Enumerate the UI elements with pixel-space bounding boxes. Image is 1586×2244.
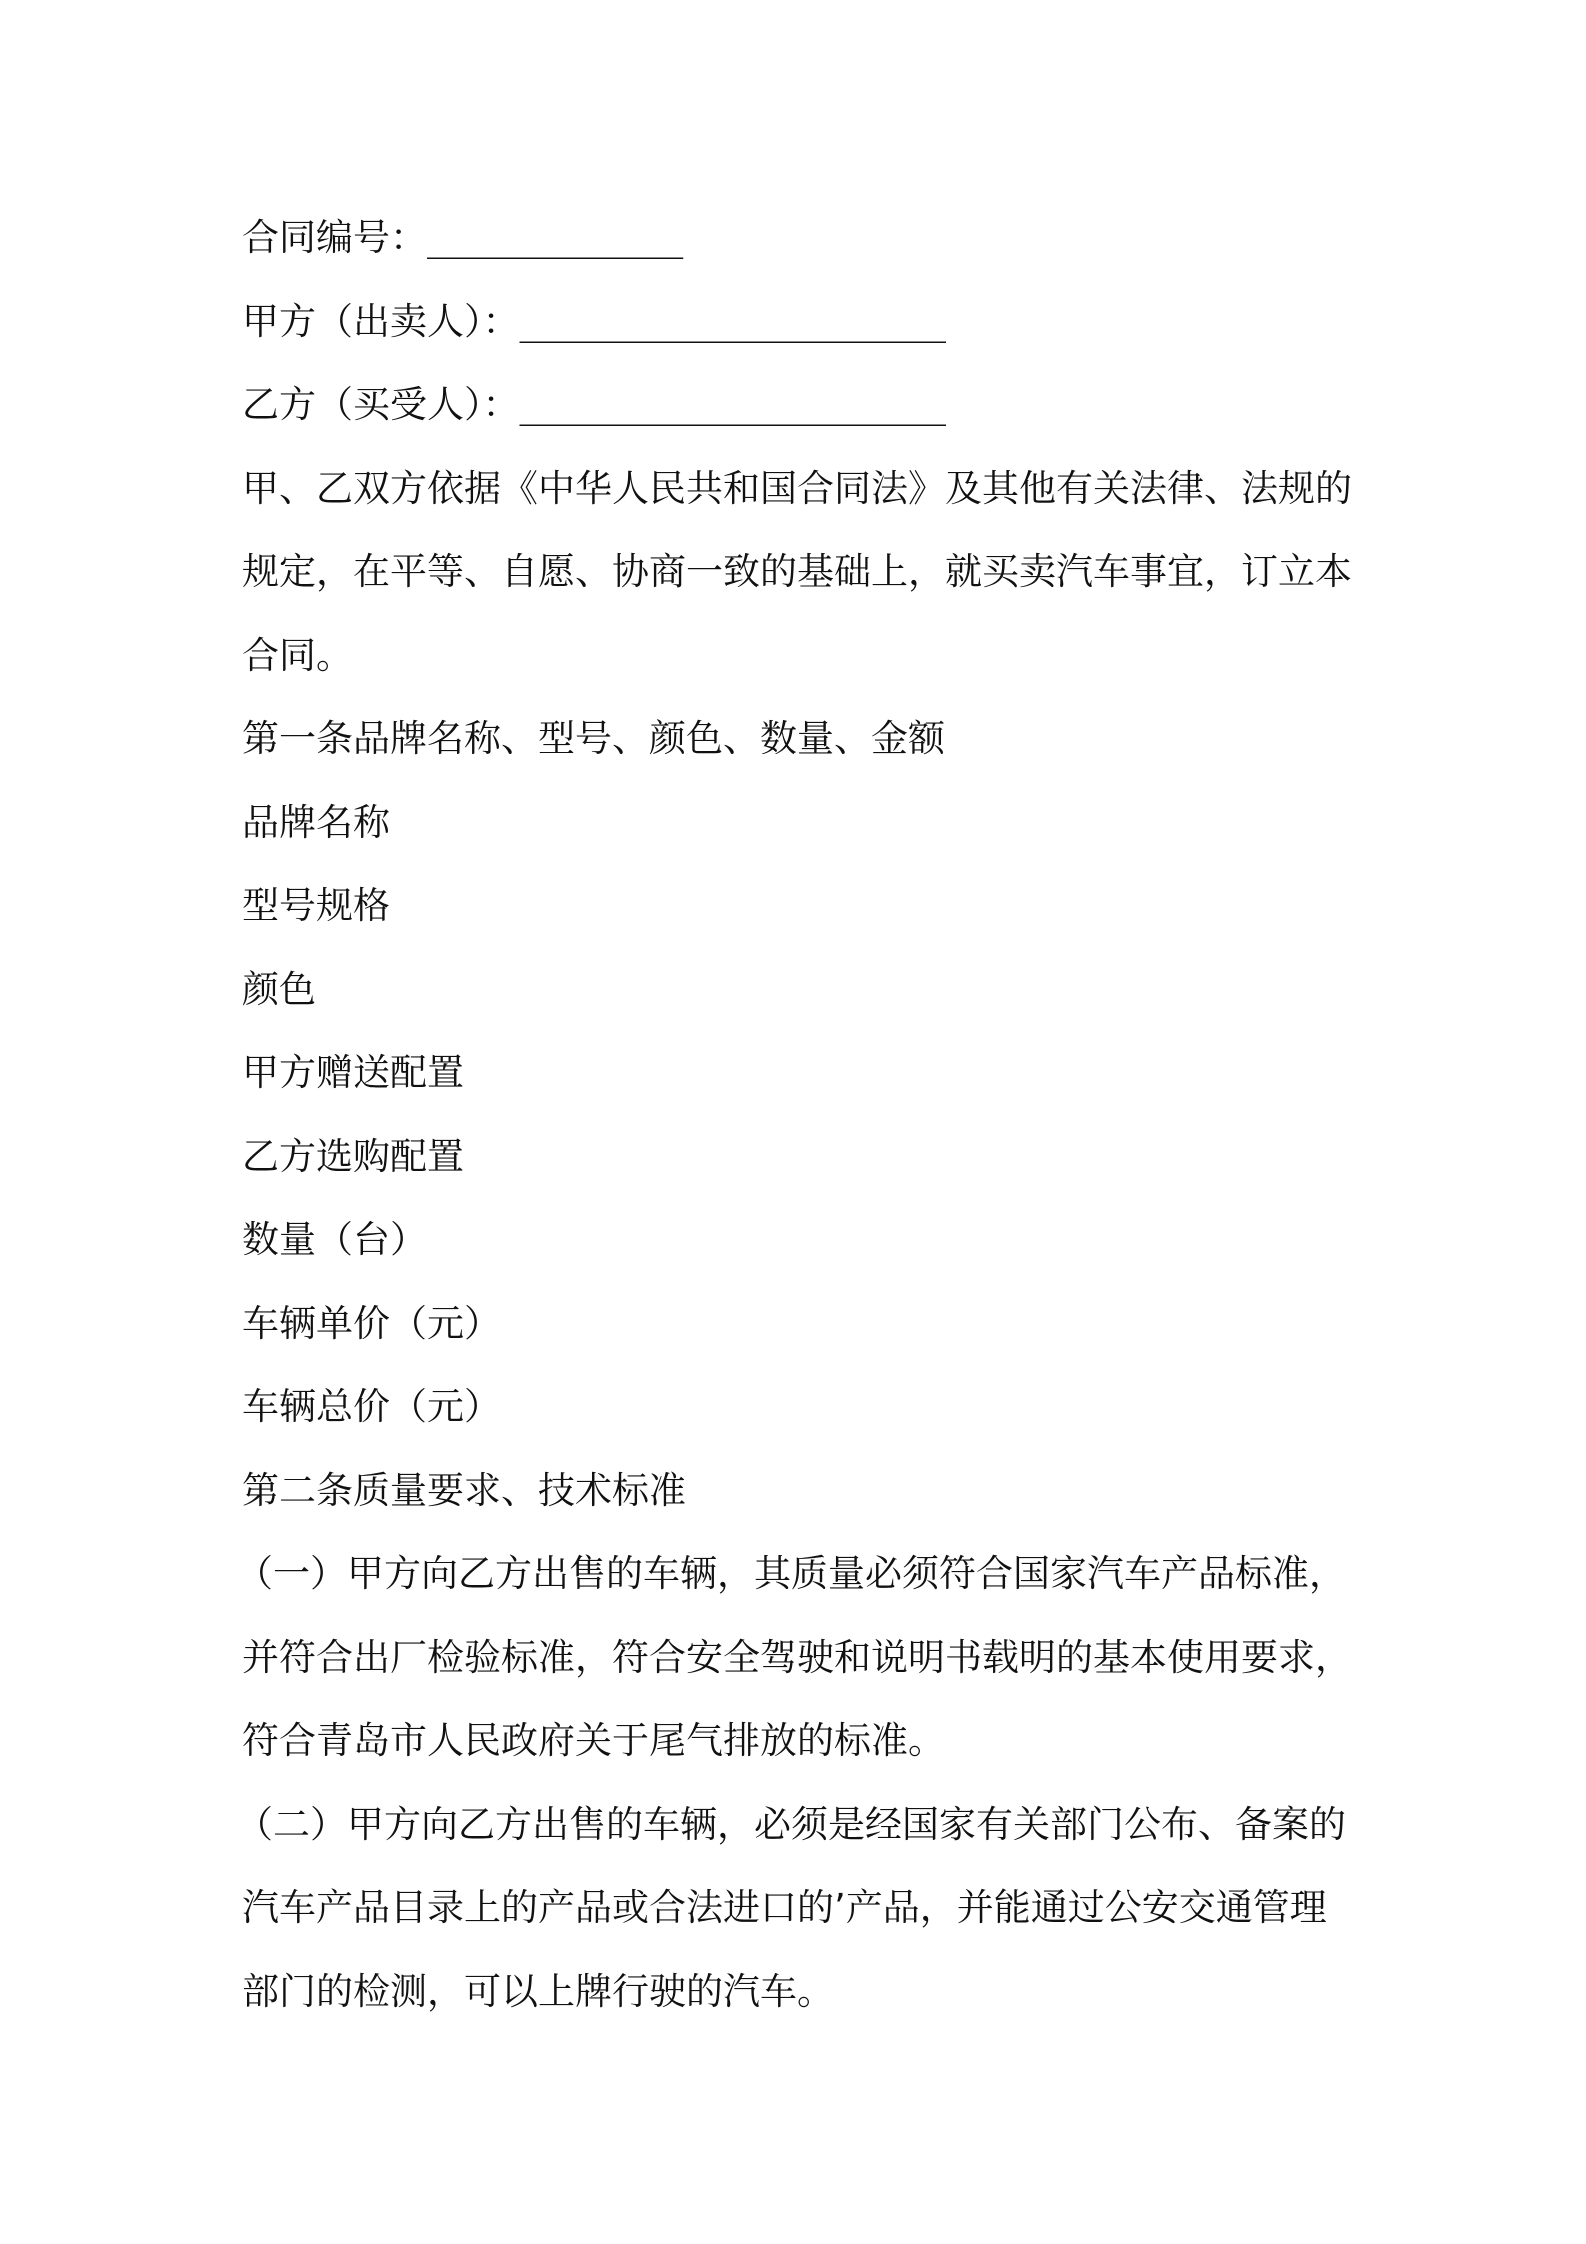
party-a-label: 甲方（出卖人）： [242, 299, 520, 343]
article-1-item-quantity: 数量（台） [242, 1218, 427, 1261]
party-b-line [242, 363, 1362, 447]
clause-line: 并符合出厂检验标准，符合安全驾驶和说明书载明的基本使用要求， [242, 1635, 1352, 1679]
party-b-blank: ____________________ [519, 383, 946, 426]
article-1-item-gift-config: 甲方赠送配置 [242, 1051, 464, 1094]
party-a-line [242, 280, 1362, 364]
clause-line: （二）甲方向乙方出售的车辆，必须是经国家有关部门公布、备案的 [236, 1802, 1346, 1846]
party-b-label: 乙方（买受人）： [242, 383, 520, 426]
article-2-clause-1 [236, 1532, 1362, 1783]
article-2-title: 第二条质量要求、技术标准 [242, 1468, 686, 1512]
article-1-item-optional-config: 乙方选购配置 [242, 1134, 464, 1178]
clause-line: 部门的检测，可以上牌行驶的汽车。 [242, 1969, 834, 2013]
intro-line: 规定，在平等、自愿、协商一致的基础上，就买卖汽车事宜，订立本 [242, 550, 1352, 593]
clause-line: 汽车产品目录上的产品或合法进口的’产品，并能通过公安交通管理 [242, 1886, 1327, 1929]
contract-number-label: 合同编号： [242, 216, 427, 259]
intro-paragraph [242, 447, 1362, 698]
article-1-item-brand: 品牌名称 [242, 800, 390, 844]
clause-line: 符合青岛市人民政府关于尾气排放的标准。 [242, 1719, 945, 1762]
article-1-title: 第一条品牌名称、型号、颜色、数量、金额 [242, 717, 945, 760]
article-1-item-model: 型号规格 [242, 884, 390, 927]
article-1-item-total-price: 车辆总价（元） [242, 1385, 501, 1428]
clause-line: （一）甲方向乙方出售的车辆，其质量必须符合国家汽车产品标准， [236, 1552, 1346, 1595]
intro-line: 合同。 [242, 633, 353, 677]
intro-line: 甲、乙双方依据《中华人民共和国合同法》及其他有关法律、法规的 [242, 466, 1352, 510]
contract-page [236, 196, 1362, 2033]
contract-number-line [242, 196, 1362, 280]
article-1-item-color: 颜色 [242, 967, 316, 1011]
article-1-item-unit-price: 车辆单价（元） [242, 1301, 501, 1345]
article-2-clause-2 [236, 1783, 1362, 2034]
contract-number-blank: ____________ [427, 216, 683, 259]
party-a-blank: ____________________ [519, 299, 946, 343]
